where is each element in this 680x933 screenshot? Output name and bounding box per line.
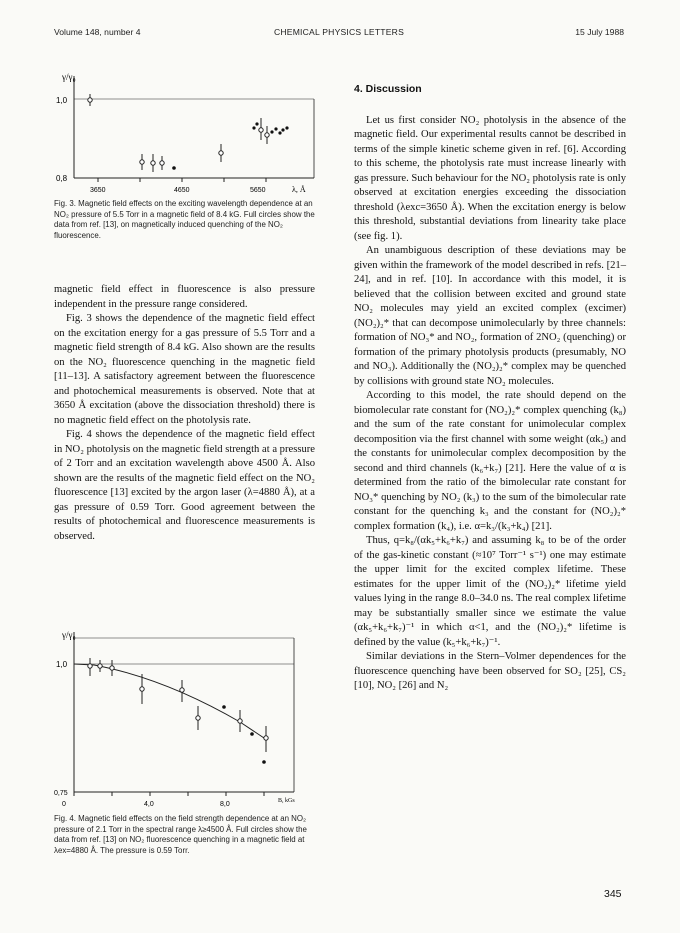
fig4-xtick-0: 0 <box>62 801 66 808</box>
volume-info: Volume 148, number 4 <box>54 27 141 37</box>
page-number: 345 <box>604 888 622 900</box>
fig3-open-points <box>88 94 269 172</box>
fig4-open-points <box>88 658 268 752</box>
right-column <box>354 82 626 694</box>
fig3-ytick-1: 1,0 <box>56 96 68 105</box>
journal-title: CHEMICAL PHYSICS LETTERS <box>273 27 405 37</box>
left-paragraph-3: Fig. 4 shows the dependence of the magnetic field effect in NO₂ photolysis on the magnetic field strength at a pressure of 2 Torr and an excitation wavelength above 4500 Å. Also shown are the results of the magnetic field effect on the NO₂ fluorescence [13] excited by the argon laser (λ=4880 Å), at a gas pressure of 0.59 Torr. Good agreement between the results of photochemical and fluorescence measurements is observed. <box>54 429 315 542</box>
left-paragraph-2: Fig. 3 shows the dependence of the magnetic field effect on the excitation energy for a gas pressure of 5.5 Torr and a magnetic field strength of 8.4 kG. Also shown are the results on the NO₂ fluorescence quenching in the magnetic field [11–13]. A satisfactory agreement between the fluorescence and photochemical measurements is observed. Note that at 3650 Å excitation (above the dissociation threshold) there is no magnetic field effect on the photolysis rate. <box>54 313 315 426</box>
fig4-xtick-8: 8,0 <box>220 801 230 808</box>
figure-3-caption: Fig. 3. Magnetic field effects on the exciting wavelength dependence at an NO₂ pressure of 5.5 Torr in a magnetic field of 8.4 kG. Full circles show the data from ref. [13], on magnetically induced quenching of the NO₂ fluorescence. <box>54 199 315 240</box>
figure-3 <box>54 66 316 196</box>
figure-3-plot <box>54 66 316 196</box>
figure-4 <box>54 620 316 810</box>
right-paragraph-5: Similar deviations in the Stern–Volmer dependences for the fluorescence quenching have been observed for SO₂ [25], CS₂ [10], NO₂ [26] and N₂ <box>354 651 626 691</box>
running-header <box>54 27 624 41</box>
right-paragraph-4: Thus, q=k₈/(αk₅+k₆+k₇) and assuming k₈ to be of the order of the gas-kinetic constant (≈10⁷ Torr⁻¹ s⁻¹) one may estimate the upper limit for the excited complex lifetime. These estimates for the upper limit of the (NO₂)₂* lifetime yield values lying in the range 8.0–34.0 ns. The real complex lifetime may be substantially smaller since we estimate the value (αk₅+k₆+k₇)⁻¹ in which α<1, and the (NO₂)₂* lifetime is defined by the value (k₅+k₆+k₇)⁻¹. <box>354 535 626 648</box>
fig4-fit-curve <box>74 664 264 738</box>
fig3-xtick-5650: 5650 <box>250 187 266 194</box>
right-paragraph-3: According to this model, the rate should depend on the biomolecular rate constant for (NO₂)₂* complex quenching (k₈) and the sum of the rate constant for unimolecular complex decomposition via the first channel with some weight (αk₅) and the constants for unimolecular complex decomposition by the second and third channels (k₆+k₇) [21]. Here the value of α is determined from the ratio of the bimolecular rate constant for NO₃* quenching by NO₂ (k₃) to the sum of the bimolecular rate constant for the quenching k₃ and the constant for (NO₂)₂* complex formation (k₄), i.e. α=k₃/(k₃+k₄) [21]. <box>354 390 626 532</box>
issue-date: 15 July 1988 <box>575 27 624 37</box>
fig3-xticks <box>98 178 266 182</box>
section-heading: 4. Discussion <box>354 83 422 95</box>
fig3-x-label: λ, Å <box>292 185 306 194</box>
fig3-y-label: γ/γ₀ <box>62 72 76 82</box>
fig4-ytick-1: 1,0 <box>56 660 68 669</box>
left-paragraph-1: magnetic field effect in fluorescence is also pressure independent in the pressure range considered. <box>54 284 315 310</box>
fig4-ytick-075: 0,75 <box>54 790 68 797</box>
fig4-xtick-4: 4,0 <box>144 801 154 808</box>
left-column-top <box>54 283 315 544</box>
fig3-xtick-4650: 4650 <box>174 187 190 194</box>
fig3-ytick-0: 0,8 <box>56 174 68 183</box>
figure-4-plot <box>54 620 316 810</box>
fig3-full-points <box>172 122 288 169</box>
fig4-xticks <box>74 792 264 796</box>
right-paragraph-1: Let us first consider NO₂ photolysis in the absence of the magnetic field. Our experimental results cannot be described in terms of the simple kinetic scheme given in ref. [6]. According to this scheme, the photolysis rate must increase linearly with gas pressure. Such behaviour for the NO₂ photolysis rate is only observed at excitation energies exceeding the dissociation threshold (λexc=3650 Å). When the excitation energy is below this threshold, substantial deviations from linearity take place (see fig. 1). <box>354 114 626 242</box>
fig4-y-label: γ/γ₀ <box>62 630 76 640</box>
fig3-xtick-3650: 3650 <box>90 187 106 194</box>
fig4-x-label: B, kGs <box>278 798 295 804</box>
figure-4-caption: Fig. 4. Magnetic field effects on the field strength dependence at an NO₂ pressure of 2.1 Torr in the spectral range λ≥4500 Å. Full circles show the data from ref. [13] on NO₂ fluorescence quenching in a magnetic field at λex=4880 Å. The pressure is 0.59 Torr. <box>54 814 307 855</box>
right-paragraph-2: An unambiguous description of these deviations may be given within the framework of the model described in refs. [21–24], and in ref. [10]. In accordance with this model, it is believed that the collision between excited and ground state NO₂ molecules may yield an excited complex (excimer) (NO₂)₂* that can decompose unimolecularly by three channels: formation of NO₃* and NO₂, formation of 2NO₂ (quenching) or formation of the primary photolysis products (presumably, NO and NO₃). Additionally the (NO₂)₂* complex may be quenched by collisions with ground state NO₂ molecules. <box>354 245 626 387</box>
